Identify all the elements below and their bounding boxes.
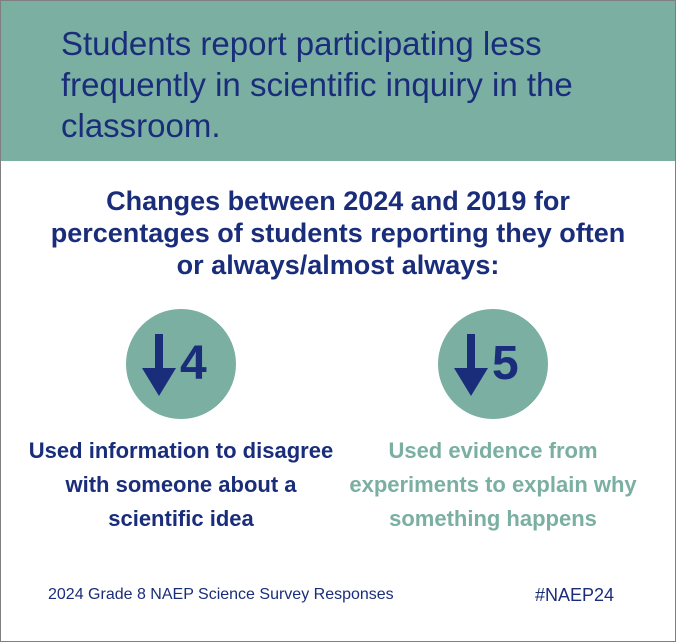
header-banner: [1, 1, 675, 161]
stat-value: 5: [492, 337, 519, 390]
arrow-down-icon: [142, 334, 176, 396]
source-note: 2024 Grade 8 NAEP Science Survey Responses: [48, 586, 394, 603]
page-title: Students report participating less frequently in scientific inquiry in the classroom.: [61, 25, 573, 144]
stat-caption-disagree: Used information to disagree with someone about a scientific idea: [28, 438, 334, 531]
stat-circle-evidence: [438, 309, 548, 419]
hashtag: #NAEP24: [535, 585, 615, 605]
arrow-down-icon: [454, 334, 488, 396]
stat-circle-disagree: [126, 309, 236, 419]
stat-caption-evidence: Used evidence from experiments to explain why something happens: [349, 438, 637, 531]
subtitle: Changes between 2024 and 2019 for percentages of students reporting they often or always/almost always:: [50, 186, 626, 280]
stat-value: 4: [180, 337, 207, 390]
